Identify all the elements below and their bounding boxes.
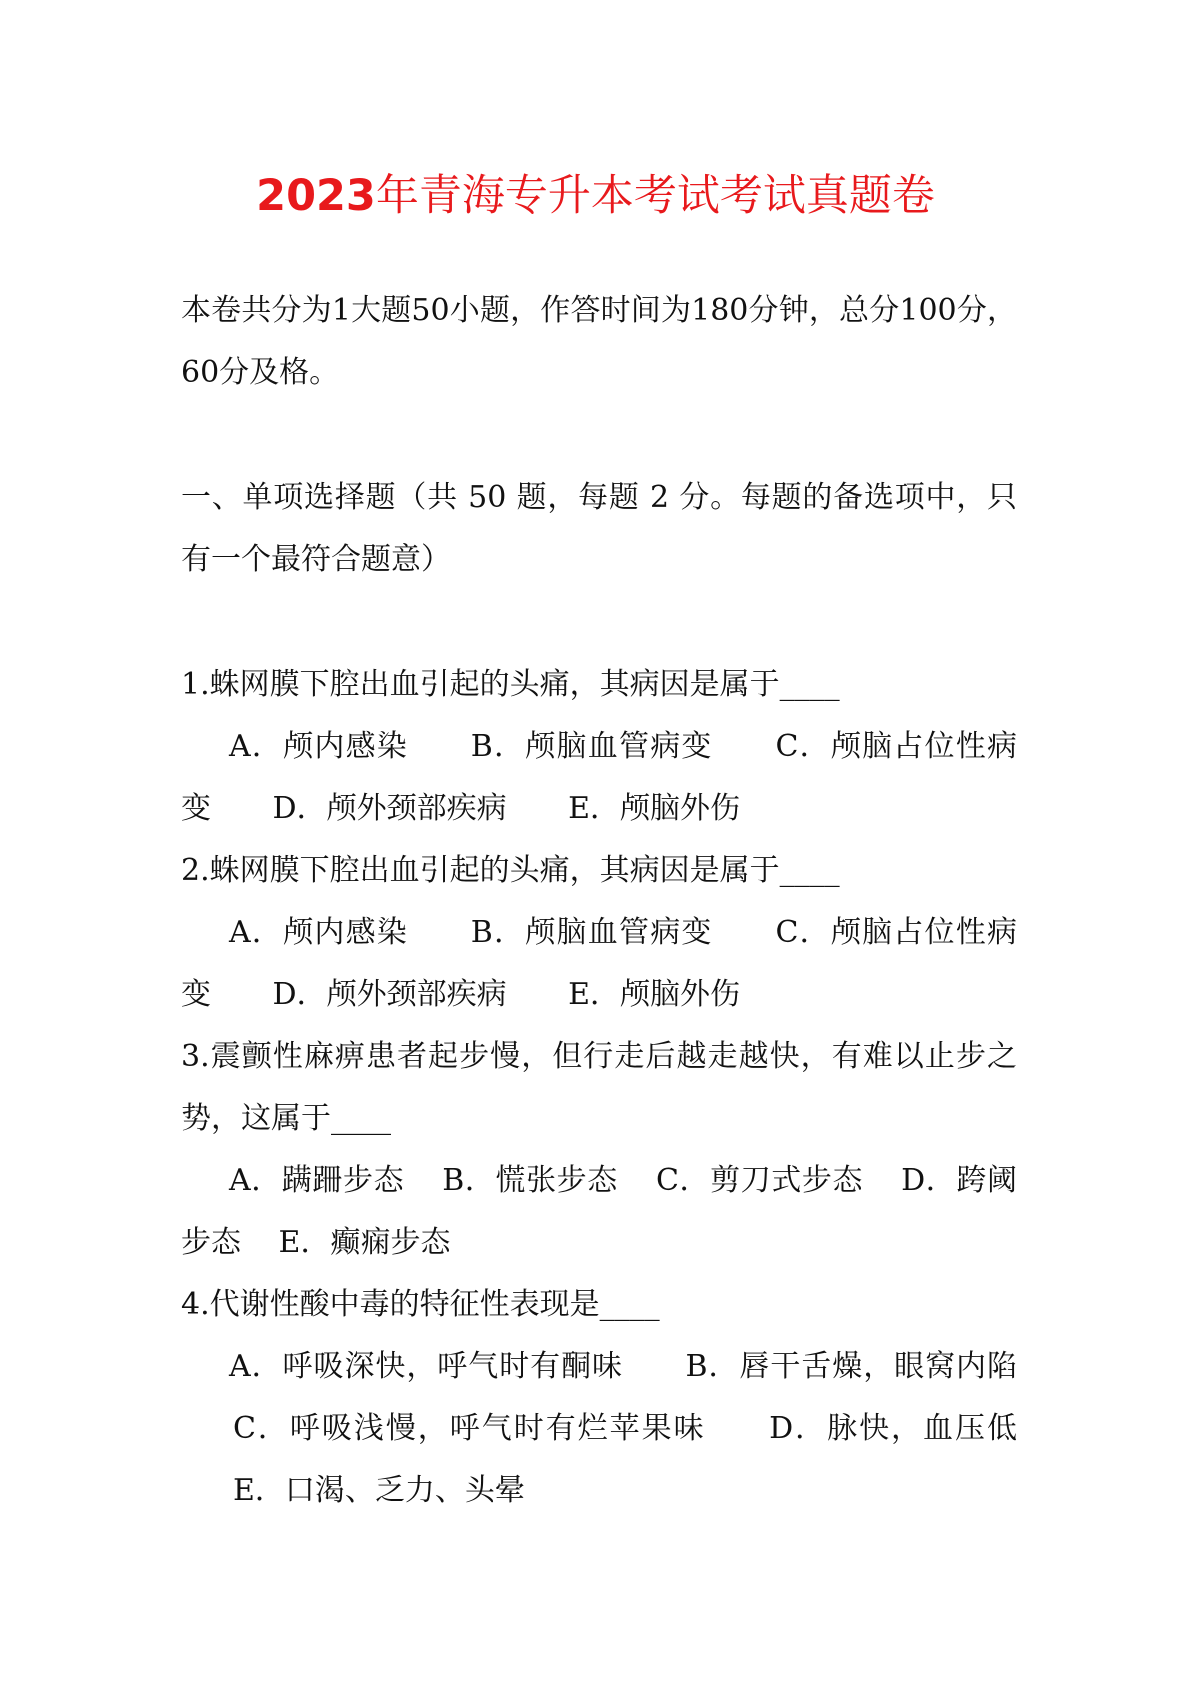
option-a: A．颅内感染 — [229, 729, 409, 764]
option-e: E．颅脑外伤 — [568, 791, 741, 826]
option-a: A．颅内感染 — [229, 915, 409, 950]
question-3 — [181, 1026, 1017, 1274]
document-body — [181, 280, 1017, 1522]
option-c: C．颅脑占位性病变 — [181, 915, 1017, 1012]
question-2 — [181, 840, 1017, 1026]
option-b: B．颅脑血管病变 — [470, 915, 713, 950]
option-d: D．脉快，血压低 — [769, 1411, 1017, 1446]
question-stem: 4.代谢性酸中毒的特征性表现是____ — [181, 1287, 660, 1322]
question-options — [181, 716, 1017, 840]
document-title — [0, 168, 1191, 224]
option-d: D．颅外颈部疾病 — [272, 977, 507, 1012]
option-e: E．颅脑外伤 — [568, 977, 741, 1012]
question-stem: 3.震颤性麻痹患者起步慢，但行走后越走越快，有难以止步之势，这属于____ — [181, 1039, 1017, 1136]
option-c: C．颅脑占位性病变 — [181, 729, 1017, 826]
option-d: D．颅外颈部疾病 — [272, 791, 507, 826]
section-heading: 一、单项选择题（共 50 题，每题 2 分。每题的备选项中，只有一个最符合题意） — [181, 480, 1017, 577]
option-a: A．呼吸深快，呼气时有酮味 — [229, 1349, 623, 1384]
option-c: C．呼吸浅慢，呼气时有烂苹果味 — [233, 1411, 706, 1446]
option-a: A．蹒跚步态 — [229, 1163, 405, 1198]
exam-intro: 本卷共分为1大题50小题，作答时间为180分钟，总分100分，60分及格。 — [181, 293, 1017, 390]
option-b: B．慌张步态 — [442, 1163, 618, 1198]
title-year: 2023 — [256, 171, 376, 221]
title-text: 年青海专升本考试考试真题卷 — [375, 171, 935, 221]
option-b: B．唇干舌燥，眼窝内陷 — [685, 1349, 1017, 1384]
question-1 — [181, 654, 1017, 840]
question-options — [181, 902, 1017, 1026]
question-options — [181, 1336, 1017, 1522]
question-4 — [181, 1274, 1017, 1522]
option-e: E．口渴、乏力、头晕 — [233, 1473, 525, 1508]
option-c: C．剪刀式步态 — [655, 1163, 864, 1198]
option-d: D．跨阈步态 — [181, 1163, 1017, 1260]
question-stem: 1.蛛网膜下腔出血引起的头痛，其病因是属于____ — [181, 667, 840, 702]
option-b: B．颅脑血管病变 — [470, 729, 713, 764]
question-options — [181, 1150, 1017, 1274]
option-e: E．癫痫步态 — [278, 1225, 451, 1260]
question-stem: 2.蛛网膜下腔出血引起的头痛，其病因是属于____ — [181, 853, 840, 888]
